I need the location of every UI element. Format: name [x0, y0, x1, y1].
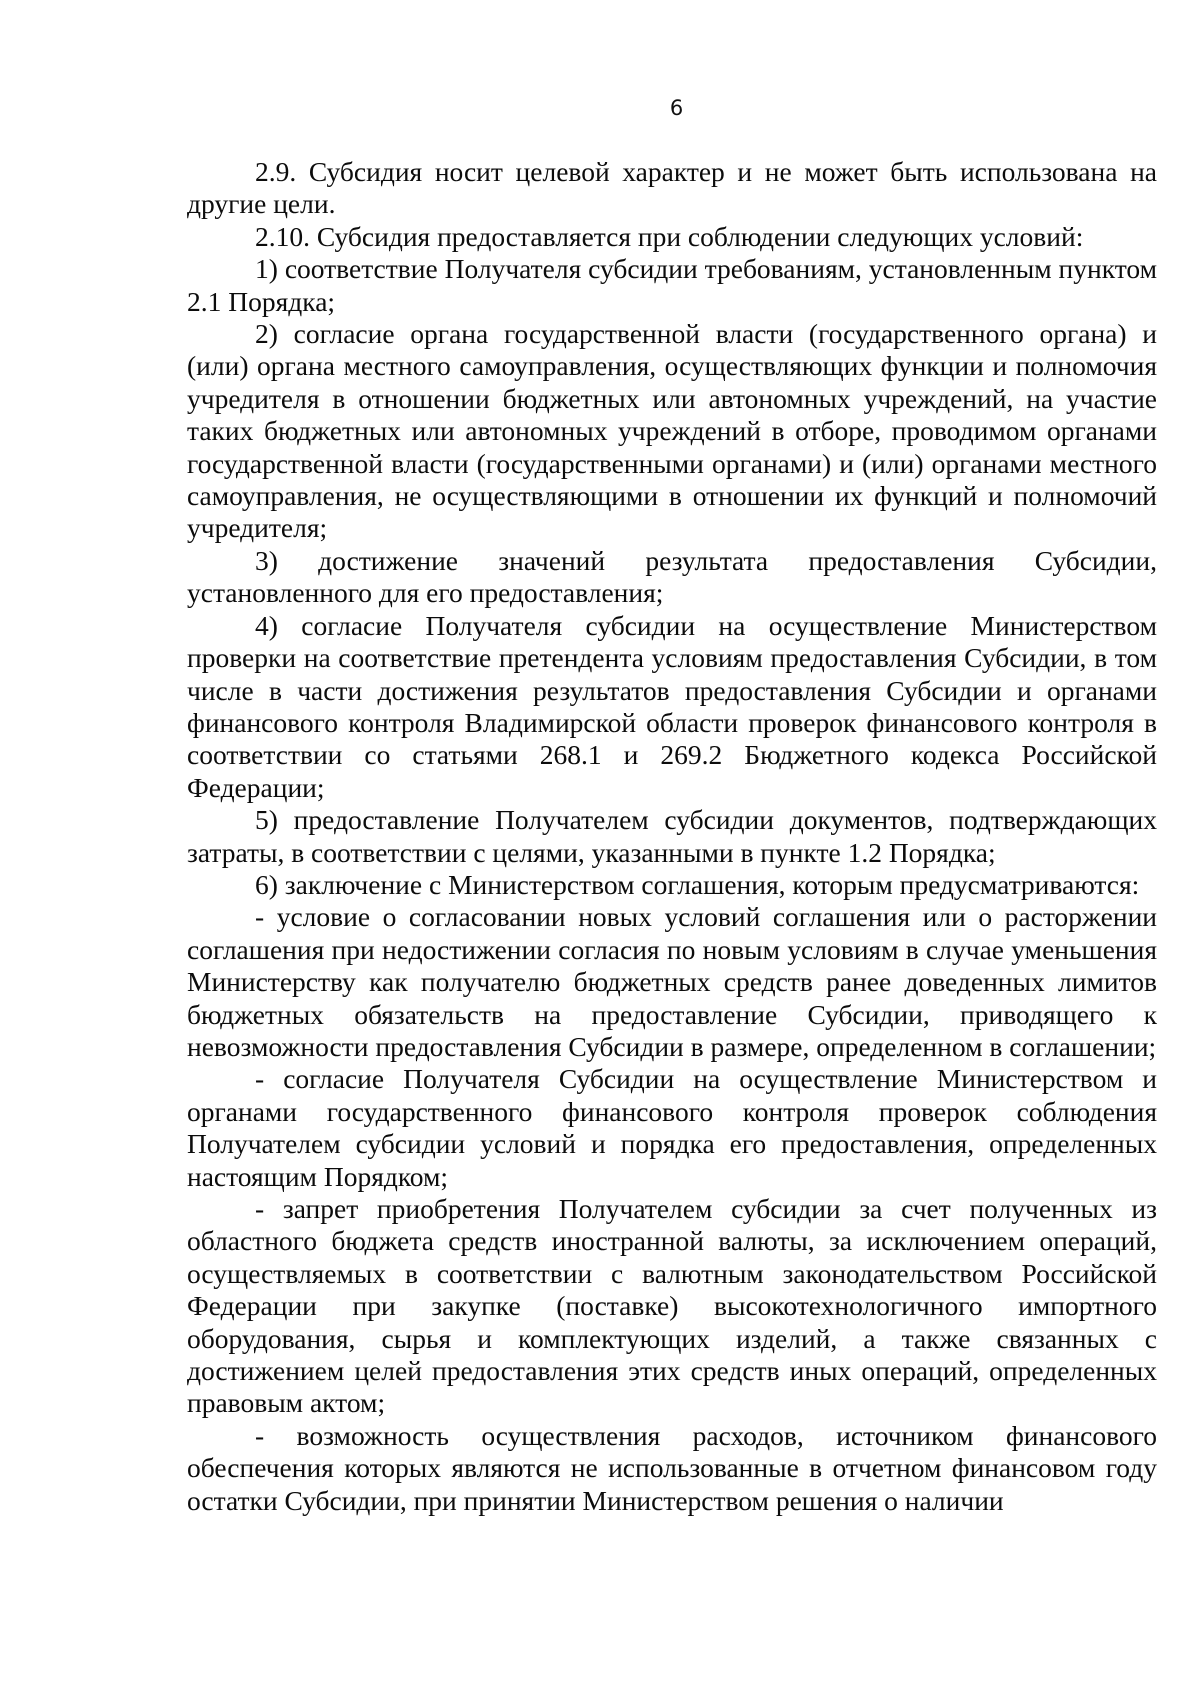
page-number: 6	[669, 96, 684, 120]
condition-2: 2) согласие органа государственной власти (государственного органа) и (или) органа местного самоуправления, осуществляющих функции и полномочия учредителя в отношении бюджетных или автономных учреждений, на участие таких бюджетных или автономных учреждений в отборе, проводимом органами государственной власти (государственными органами) и (или) органами местного самоуправления, не осуществляющими в отношении их функций и полномочий учредителя;	[187, 318, 1157, 544]
condition-4: 4) согласие Получателя субсидии на осуществление Министерством проверки на соответствие претендента условиям предоставления Субсидии, в том числе в части достижения результатов предоставления Субсидии и органами финансового контроля Владимирской области проверок финансового контроля в соответствии со статьями 268.1 и 269.2 Бюджетного кодекса Российской Федерации;	[187, 609, 1157, 803]
condition-5: 5) предоставление Получателем субсидии документов, подтверждающих затраты, в соответствии с целями, указанными в пункте 1.2 Порядка;	[187, 804, 1157, 868]
document-body	[187, 156, 1157, 1517]
condition-3: 3) достижение значений результата предоставления Субсидии, установленного для его предоставления;	[187, 544, 1157, 609]
condition-6: 6) заключение с Министерством соглашения, которым предусматриваются:	[255, 868, 1140, 900]
agreement-item-1: - условие о согласовании новых условий соглашения или о расторжении соглашения при недостижении согласия по новым условиям в случае уменьшения Министерству как получателю бюджетных средств ранее доведенных лимитов бюджетных обязательств на предоставление Субсидии, приводящего к невозможности предоставления Субсидии в размере, определенном в соглашении;	[187, 901, 1157, 1062]
condition-1: 1) соответствие Получателя субсидии требованиям, установленным пунктом 2.1 Порядка;	[187, 253, 1157, 317]
agreement-item-4: - возможность осуществления расходов, источником финансового обеспечения которых являются не использованные в отчетном финансовом году остатки Субсидии, при принятии Министерством решения о наличии	[187, 1419, 1157, 1516]
paragraph-2-9: 2.9. Субсидия носит целевой характер и не может быть использована на другие цели.	[187, 156, 1157, 220]
paragraph-2-10: 2.10. Субсидия предоставляется при соблюдении следующих условий:	[255, 220, 1084, 252]
agreement-item-2: - согласие Получателя Субсидии на осуществление Министерством и органами государственного финансового контроля проверок соблюдения Получателем субсидии условий и порядка его предоставления, определенных настоящим Порядком;	[187, 1063, 1157, 1192]
agreement-item-3: - запрет приобретения Получателем субсидии за счет полученных из областного бюджета средств иностранной валюты, за исключением операций, осуществляемых в соответствии с валютным законодательством Российской Федерации при закупке (поставке) высокотехнологичного импортного оборудования, сырья и комплектующих изделий, а также связанных с достижением целей предоставления этих средств иных операций, определенных правовым актом;	[187, 1193, 1157, 1419]
